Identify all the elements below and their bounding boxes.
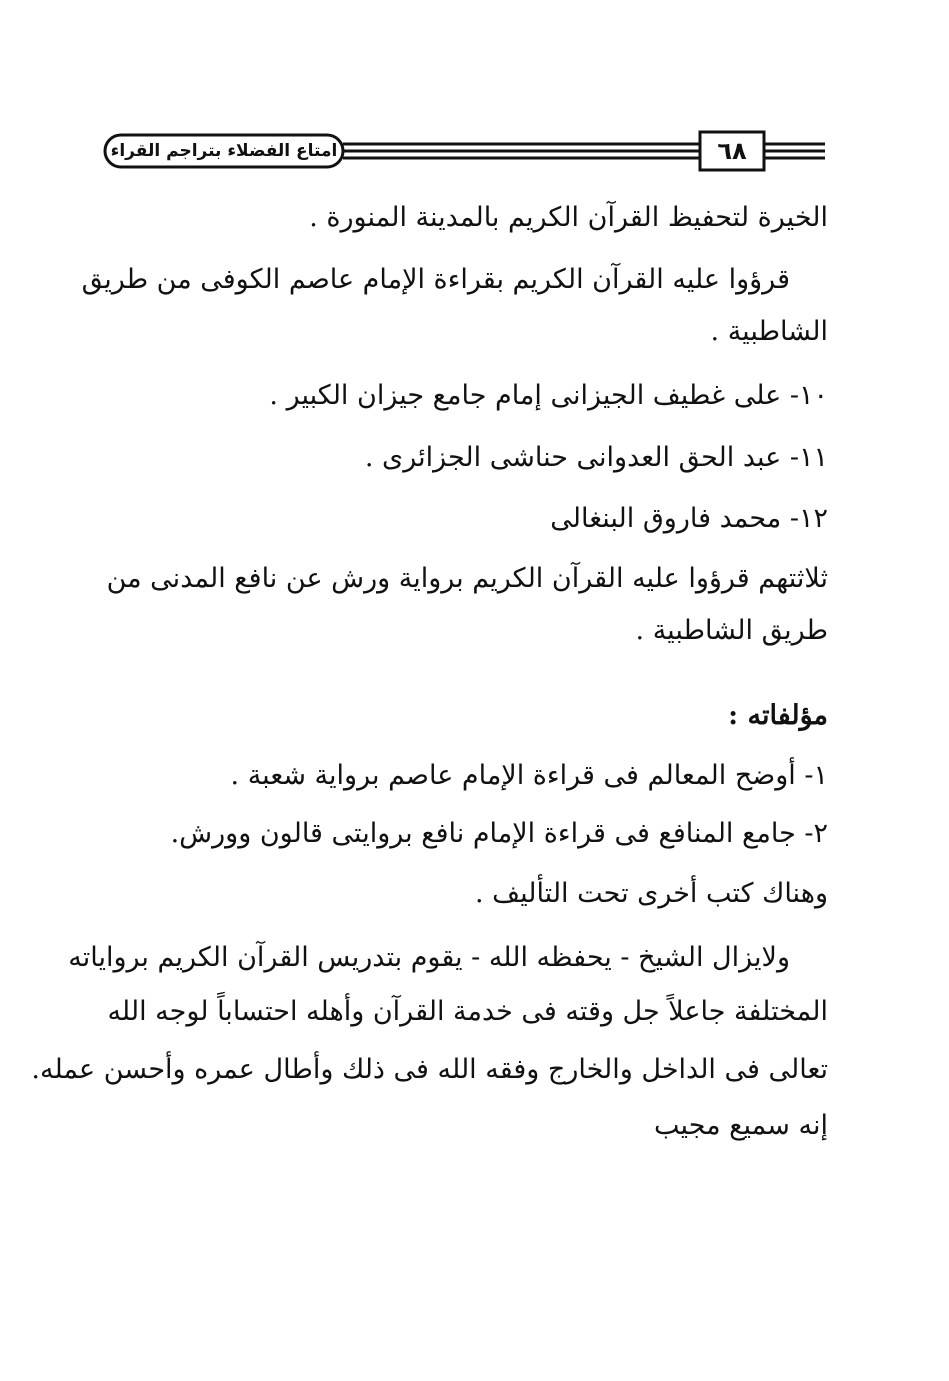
works-heading: مؤلفاته : (728, 700, 828, 731)
paragraph-line: ثلاثتهم قرؤوا عليه القرآن الكريم برواية ورش عن نافع المدنى من (106, 563, 828, 594)
paragraph-line: طريق الشاطبية . (635, 615, 828, 646)
page-header (95, 130, 830, 172)
paragraph-line: المختلفة جاعلاً جل وقته فى خدمة القرآن وأهله احتساباً لوجه الله (107, 996, 828, 1027)
paragraph-line: إنه سميع مجيب (654, 1110, 828, 1141)
text-line: وهناك كتب أخرى تحت التأليف . (474, 878, 828, 909)
list-item: ٢- جامع المنافع فى قراءة الإمام نافع بروايتى قالون وورش. (170, 818, 828, 849)
list-item: ١٢- محمد فاروق البنغالى (550, 503, 828, 534)
list-item: ١١- عبد الحق العدوانى حناشى الجزائرى . (364, 442, 828, 473)
text-line: الخيرة لتحفيظ القرآن الكريم بالمدينة المنورة . (309, 202, 828, 233)
page-number: ٦٨ (717, 137, 747, 165)
paragraph-line: الشاطبية . (710, 316, 828, 347)
paragraph-line: تعالى فى الداخل والخارج وفقه الله فى ذلك وأطال عمره وأحسن عمله. (31, 1054, 828, 1085)
list-item: ١٠- على غطيف الجيزانى إمام جامع جيزان الكبير . (269, 380, 828, 411)
paragraph-line: قرؤوا عليه القرآن الكريم بقراءة الإمام عاصم الكوفى من طريق (81, 264, 790, 295)
list-item: ١- أوضح المعالم فى قراءة الإمام عاصم برواية شعبة . (230, 760, 828, 791)
paragraph-line: ولايزال الشيخ - يحفظه الله - يقوم بتدريس القرآن الكريم برواياته (68, 942, 790, 973)
book-title: امتاع الفضلاء بتراجم القراء (110, 141, 338, 161)
